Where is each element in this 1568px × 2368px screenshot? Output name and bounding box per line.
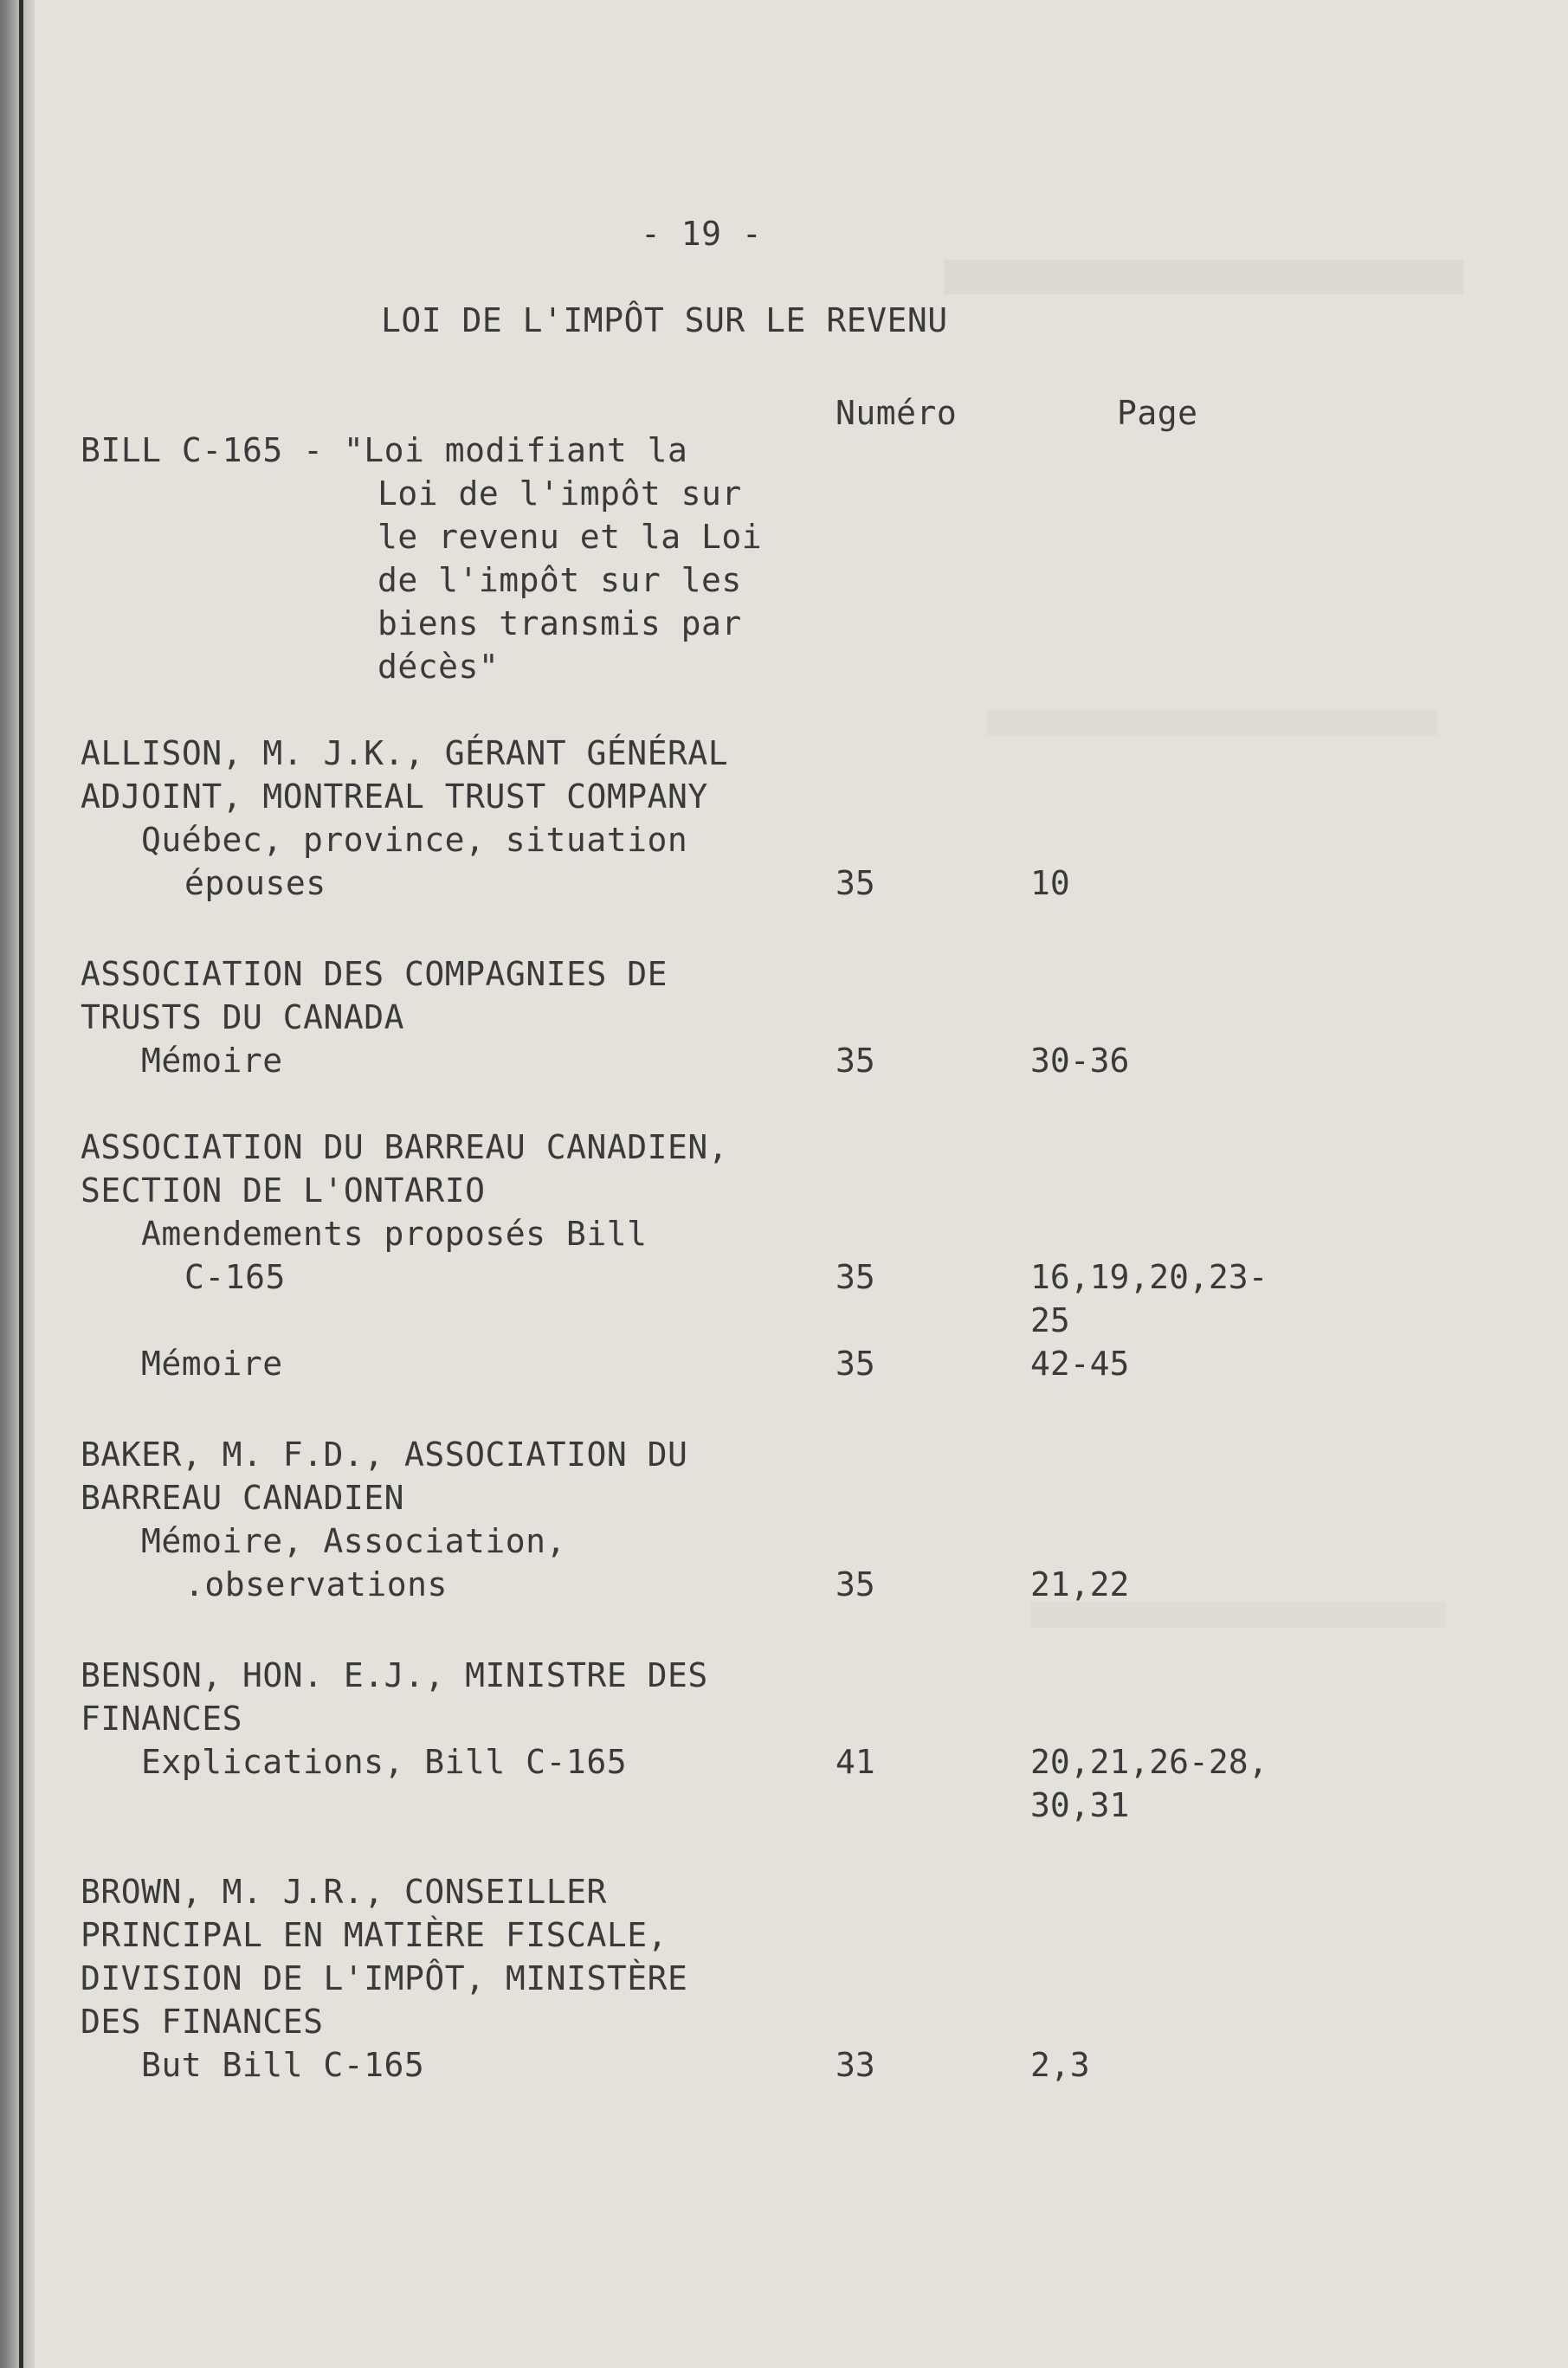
entry-subject-line: Québec, province, situation xyxy=(141,821,688,859)
show-through-mark xyxy=(944,260,1463,294)
entry-numero: 35 xyxy=(836,1042,875,1080)
binding-edge xyxy=(0,0,35,2368)
entry-heading-line: BENSON, HON. E.J., MINISTRE DES xyxy=(81,1656,708,1694)
entry-subject-line: .observations xyxy=(184,1565,448,1603)
entry-heading-line: BAKER, M. F.D., ASSOCIATION DU xyxy=(81,1436,688,1474)
column-header-page: Page xyxy=(1117,394,1198,432)
entry-page-ref: 20,21,26-28, xyxy=(1030,1743,1268,1781)
entry-numero: 33 xyxy=(836,2046,875,2084)
entry-subject-line: Explications, Bill C-165 xyxy=(141,1743,628,1781)
entry-page-ref: 42-45 xyxy=(1030,1345,1130,1383)
entry-subject-line: C-165 xyxy=(184,1258,286,1296)
entry-numero: 35 xyxy=(836,1345,875,1383)
entry-heading-line: le revenu et la Loi xyxy=(377,518,763,556)
entry-subject-line: But Bill C-165 xyxy=(141,2046,425,2084)
entry-heading-line: ASSOCIATION DU BARREAU CANADIEN, xyxy=(81,1128,729,1166)
entry-numero: 35 xyxy=(836,864,875,902)
entry-heading-line: FINANCES xyxy=(81,1700,243,1738)
entry-page-ref: 16,19,20,23- xyxy=(1030,1258,1268,1296)
entry-heading-line: ADJOINT, MONTREAL TRUST COMPANY xyxy=(81,778,708,816)
entry-page-ref: 30-36 xyxy=(1030,1042,1130,1080)
entry-numero: 35 xyxy=(836,1565,875,1603)
entry-heading-line: PRINCIPAL EN MATIÈRE FISCALE, xyxy=(81,1916,668,1954)
entry-heading-line: Loi de l'impôt sur xyxy=(377,474,742,513)
binding-line xyxy=(19,0,23,2368)
page-title: LOI DE L'IMPÔT SUR LE REVENU xyxy=(381,301,948,339)
entry-subject-line: épouses xyxy=(184,864,326,902)
entry-heading-line: SECTION DE L'ONTARIO xyxy=(81,1171,486,1210)
entry-heading-line: ASSOCIATION DES COMPAGNIES DE xyxy=(81,955,668,993)
entry-heading-line: ALLISON, M. J.K., GÉRANT GÉNÉRAL xyxy=(81,734,729,772)
entry-page-ref: 10 xyxy=(1030,864,1070,902)
entry-page-ref: 30,31 xyxy=(1030,1786,1130,1824)
entry-heading-line: BROWN, M. J.R., CONSEILLER xyxy=(81,1873,607,1911)
entry-heading-line: de l'impôt sur les xyxy=(377,561,742,599)
entry-page-ref: 2,3 xyxy=(1030,2046,1090,2084)
entry-heading-line: DIVISION DE L'IMPÔT, MINISTÈRE xyxy=(81,1959,688,1997)
entry-page-ref: 21,22 xyxy=(1030,1565,1130,1603)
show-through-mark xyxy=(987,710,1437,736)
column-header-numero: Numéro xyxy=(836,394,958,432)
entry-subject-line: Mémoire xyxy=(141,1042,283,1080)
entry-heading-line: BILL C-165 - "Loi modifiant la xyxy=(81,431,688,469)
entry-heading-line: décès" xyxy=(377,648,500,686)
entry-heading-line: TRUSTS DU CANADA xyxy=(81,998,405,1036)
entry-subject-line: Amendements proposés Bill xyxy=(141,1215,648,1253)
entry-subject-line: Mémoire xyxy=(141,1345,283,1383)
entry-heading-line: BARREAU CANADIEN xyxy=(81,1479,405,1517)
entry-subject-line: Mémoire, Association, xyxy=(141,1522,566,1560)
document-page xyxy=(35,0,1568,2368)
entry-heading-line: biens transmis par xyxy=(377,604,742,642)
entry-numero: 41 xyxy=(836,1743,875,1781)
page-number: - 19 - xyxy=(641,215,763,253)
entry-page-ref: 25 xyxy=(1030,1301,1070,1339)
entry-numero: 35 xyxy=(836,1258,875,1296)
entry-heading-line: DES FINANCES xyxy=(81,2003,324,2041)
